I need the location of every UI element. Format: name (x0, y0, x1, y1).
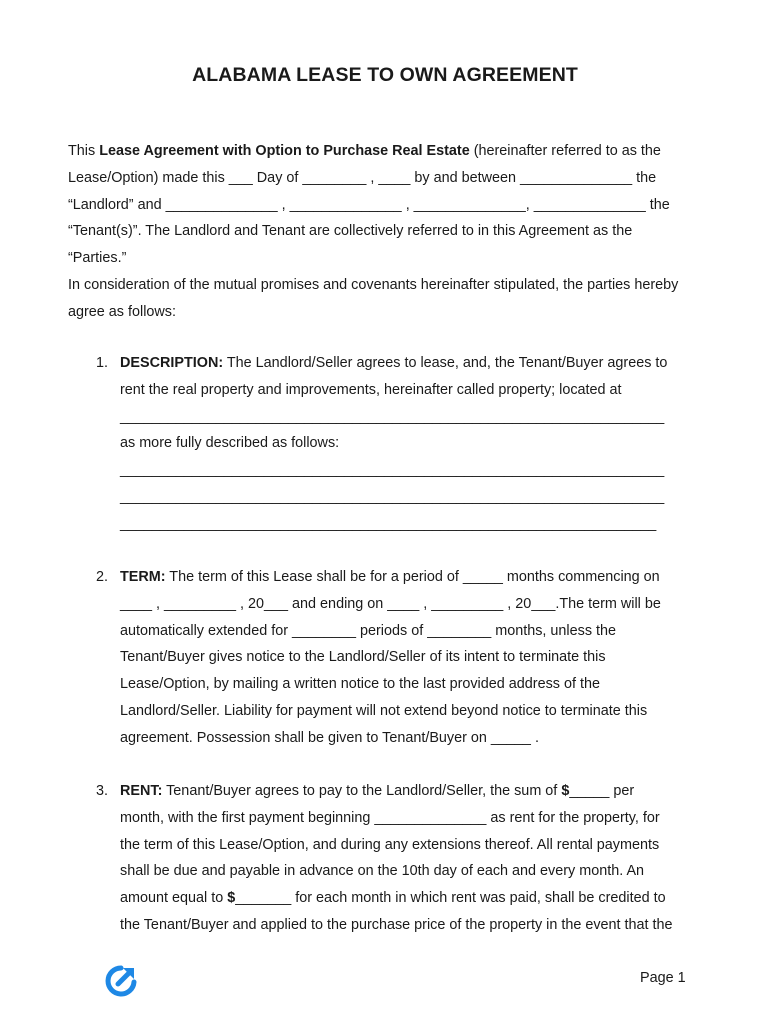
section-line: agreement. Possession shall be given to Tenant/Buyer on _____ . (120, 729, 539, 746)
section-line: Lease/Option, by mailing a written notice to the last provided address of the (120, 676, 600, 693)
section-body (120, 350, 716, 538)
section-term (96, 564, 716, 752)
intro-line-7: agree as follows: (68, 303, 176, 320)
intro-line-4: “Tenant(s)”. The Landlord and Tenant are collectively referred to in this Agreement as the (68, 223, 633, 240)
section-line: ____ , _________ , 20___ and ending on ____ , _________ , 20___.The term will be (120, 595, 661, 612)
section-number: 1. (96, 355, 109, 371)
section-line: Landlord/Seller. Liability for payment will not extend beyond notice to terminate this (120, 702, 648, 719)
agreement-name: Lease Agreement with Option to Purchase Real Estate (99, 143, 470, 159)
intro-line-5: “Parties.” (68, 250, 127, 267)
section-line: shall be due and payable in advance on the 10th day of each and every month. An (120, 863, 645, 880)
section-heading: RENT: (120, 783, 163, 799)
section-number: 2. (96, 569, 109, 585)
blank-line: ____________________________________________________________________ (120, 462, 665, 479)
section-line: month, with the first payment beginning ______________ as rent for the property, for (120, 809, 660, 826)
document-title: ALABAMA LEASE TO OWN AGREEMENT (192, 64, 578, 86)
intro-line-2: Lease/Option) made this ___ Day of ________ , ____ by and between ______________ the (68, 169, 657, 186)
intro-line-3: “Landlord” and ______________ , ______________ , ______________, ______________ the (68, 196, 670, 213)
section-line: the Tenant/Buyer and applied to the purchase price of the property in the event that the (120, 916, 673, 933)
blank-line: ___________________________________________________________________ (120, 515, 657, 532)
section-line: RENT: Tenant/Buyer agrees to pay to the Landlord/Seller, the sum of $_____ per (120, 783, 635, 799)
blank-line: ____________________________________________________________________ (120, 408, 665, 425)
section-line: amount equal to $_______ for each month in which rent was paid, shall be credited to (120, 890, 666, 907)
section-line: the term of this Lease/Option, and during any extensions thereof. All rental payments (120, 836, 660, 853)
section-line: TERM: The term of this Lease shall be for a period of _____ months commencing on (120, 569, 660, 585)
section-heading: TERM: (120, 569, 166, 585)
section-line: as more fully described as follows: (120, 435, 340, 452)
intro-line-1: This Lease Agreement with Option to Purchase Real Estate (hereinafter referred to as the (68, 143, 661, 159)
section-body (120, 778, 716, 939)
intro-line-6: In consideration of the mutual promises and covenants hereinafter stipulated, the parties hereby (68, 276, 679, 293)
section-rent (96, 778, 716, 939)
section-line: Tenant/Buyer gives notice to the Landlord/Seller of its intent to terminate this (120, 649, 606, 666)
section-line: automatically extended for ________ periods of ________ months, unless the (120, 622, 617, 639)
intro-paragraph (68, 138, 708, 326)
page-number: Page 1 (640, 970, 686, 986)
section-line: rent the real property and improvements, hereinafter called property; located at (120, 381, 622, 398)
section-heading: DESCRIPTION: (120, 355, 224, 371)
section-description (96, 350, 716, 538)
section-line: DESCRIPTION: The Landlord/Seller agrees to lease, and, the Tenant/Buyer agrees to (120, 355, 668, 371)
refresh-arrow-icon (104, 962, 138, 1002)
section-body (120, 564, 716, 752)
section-number: 3. (96, 783, 109, 799)
blank-line: ____________________________________________________________________ (120, 488, 665, 505)
